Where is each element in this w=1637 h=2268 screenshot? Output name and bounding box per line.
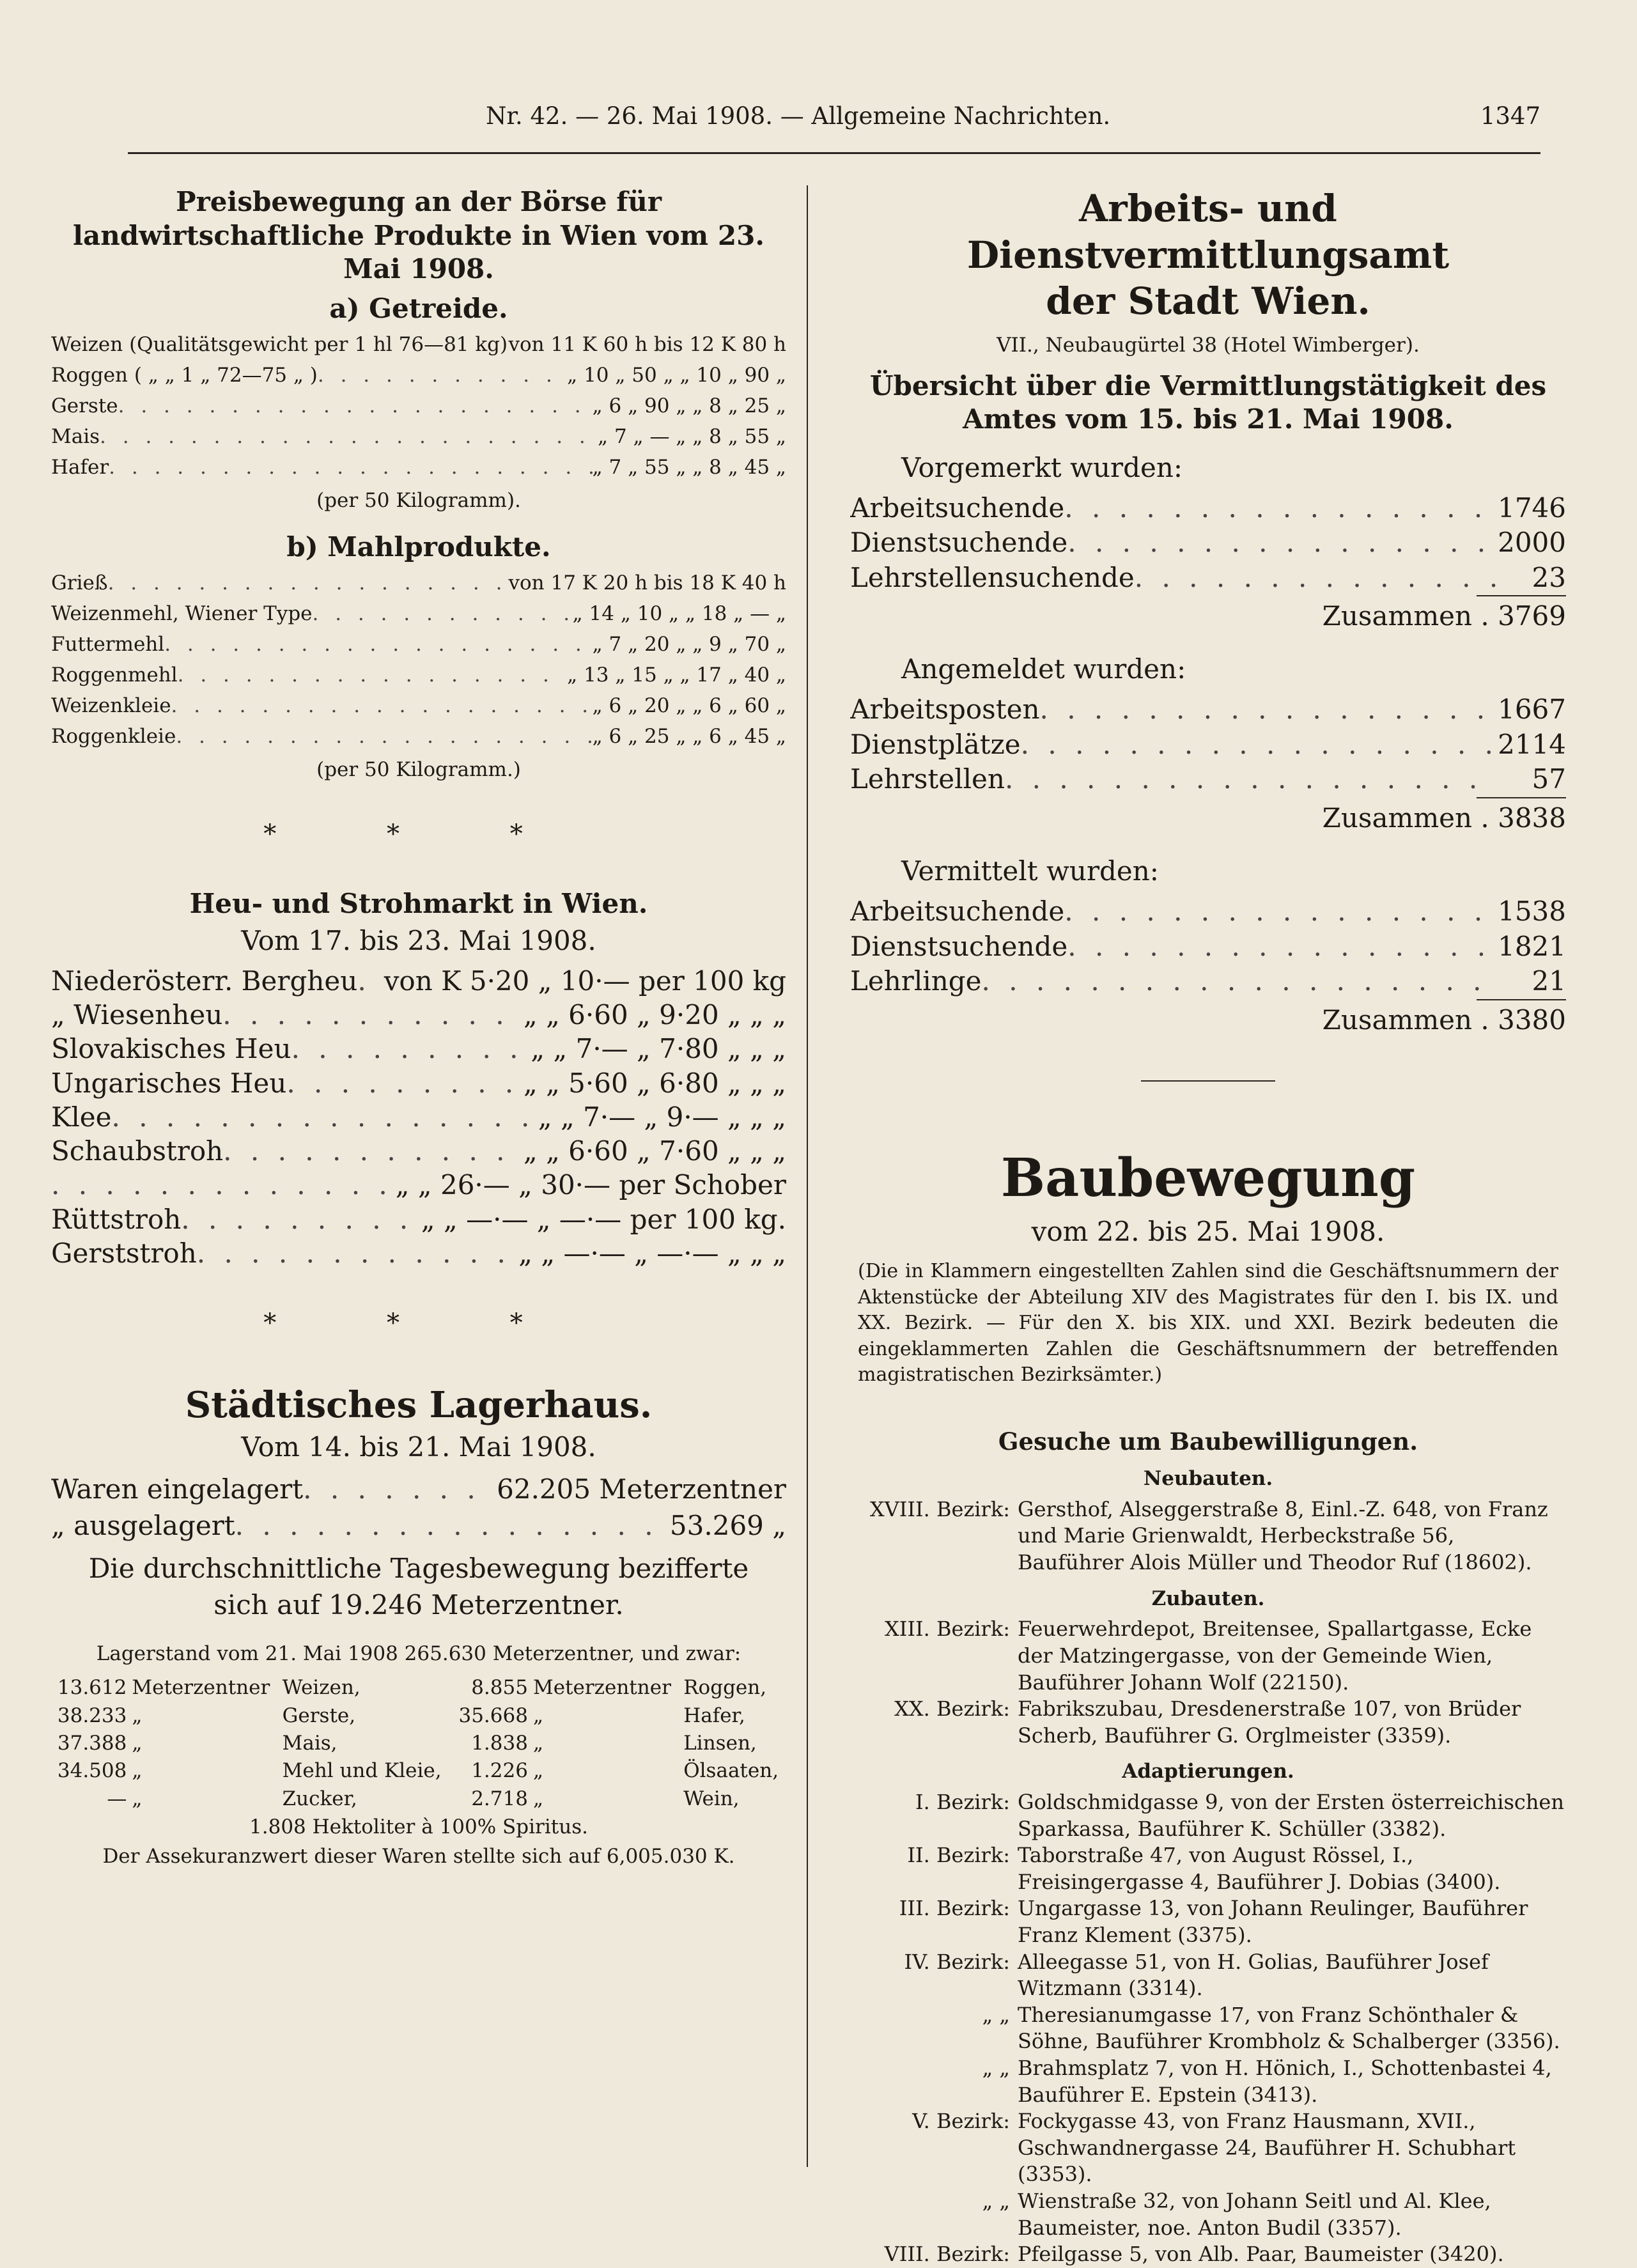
- heu-row: [51, 1236, 786, 1270]
- getreide-row-values: „ 7 „ — „ „ 8 „ 55 „: [598, 424, 786, 448]
- stock-cell: 1.838: [471, 1732, 528, 1755]
- lager-list: [51, 1472, 786, 1544]
- leader-dots: [181, 1202, 421, 1236]
- stock-cell: 13.612: [57, 1676, 127, 1700]
- amt-row: [850, 561, 1566, 596]
- mahl-row: [51, 629, 786, 660]
- mahl-row: [51, 568, 786, 598]
- lager-row-label: Waren eingelagert: [51, 1473, 304, 1505]
- stock-cell: 35.668: [458, 1704, 528, 1727]
- bau-section: [850, 1146, 1566, 2268]
- lager-row-values: 62.205 Meterzentner: [497, 1473, 786, 1505]
- permit-text: Gersthof, Alseggerstraße 8, Einl.-Z. 648, von Franz und Marie Grienwaldt, Herbeckstraße 56, Bauführer Alois Müller und Theodor Ruf (18602).: [1018, 1496, 1548, 1575]
- stock-cell: Weizen,: [282, 1676, 361, 1700]
- amt-subtitle: Übersicht über die Vermittlungstätigkeit des Amtes vom 15. bis 21. Mai 1908.: [869, 369, 1547, 435]
- heu-row-values: „ „ 5·60 „ 6·80 „ „ „: [523, 1067, 786, 1099]
- permit-text: Goldschmidgasse 9, von der Ersten österreichischen Sparkassa, Bauführer K. Schüller (3382).: [1018, 1790, 1564, 1841]
- amt-row-label: Dienstsuchende: [850, 527, 1068, 559]
- amt-row: [850, 894, 1566, 929]
- heu-row: [51, 1100, 786, 1134]
- getreide-row-values: „ 6 „ 90 „ „ 8 „ 25 „: [592, 394, 786, 417]
- permit-text: Pfeilgasse 5, von Alb. Paar, Baumeister (3420).: [1018, 2242, 1504, 2267]
- permit-text: Fockygasse 43, von Franz Hausmann, XVII., Gschwandnergasse 24, Bauführer H. Schubhart (3353).: [1018, 2109, 1516, 2187]
- getreide-row: [51, 329, 786, 360]
- permit-text: Wienstraße 32, von Johann Seitl und Al. Klee, Baumeister, noe. Anton Budil (3357).: [1018, 2189, 1491, 2240]
- mahl-row-values: „ 6 „ 25 „ „ 6 „ 45 „: [592, 724, 786, 748]
- avg-text: Die durchschnittliche Tagesbewegung bezifferte sich auf 19.246 Meterzentner.: [88, 1552, 749, 1620]
- mahl-row-label: Grieß: [51, 571, 108, 594]
- permit-district: V. Bezirk:: [912, 2109, 1010, 2134]
- amt-row: [850, 491, 1566, 526]
- heu-row: [51, 998, 786, 1032]
- getreide-row-values: „ 7 „ 55 „ „ 8 „ 45 „: [592, 455, 786, 479]
- heu-row-values: „ „ 7·— „ 7·80 „ „ „: [531, 1033, 786, 1065]
- leader-dots: [235, 1508, 670, 1544]
- amt-group-heading: Vermittelt wurden:: [901, 855, 1159, 887]
- stock-cell: Linsen,: [683, 1732, 757, 1755]
- heu-row-label: Rüttstroh: [51, 1203, 182, 1235]
- stock-cell: Wein,: [683, 1787, 740, 1810]
- heu-row: [51, 964, 786, 998]
- amt-group-total: Zusammen . 3769: [1322, 600, 1566, 632]
- getreide-heading: a) Getreide.: [329, 292, 508, 324]
- lagerhaus-section: [51, 1383, 786, 1868]
- stock-cell: „: [532, 1787, 544, 1810]
- leader-dots: [197, 1236, 519, 1270]
- stock-cell: —: [107, 1787, 127, 1810]
- amt-row: [850, 525, 1566, 561]
- amt-row-value: 57: [1532, 763, 1566, 795]
- leader-dots: [100, 421, 598, 452]
- mahl-row-values: von 17 K 20 h bis 18 K 40 h: [508, 571, 786, 594]
- mahl-unit: (per 50 Kilogramm.): [316, 758, 521, 782]
- stock-cell: Ölsaaten,: [683, 1759, 779, 1783]
- sum-rule: [1477, 595, 1566, 596]
- bau-sections: [850, 1466, 1566, 2268]
- mahl-row-values: „ 14 „ 10 „ „ 18 „ — „: [572, 602, 786, 625]
- mahl-row-label: Roggenmehl: [51, 663, 178, 687]
- heu-row-values: „ „ 6·60 „ 9·20 „ „ „: [523, 998, 786, 1030]
- lager-row: [51, 1472, 786, 1508]
- amt-row-value: 2000: [1498, 527, 1566, 559]
- heu-row: [51, 1168, 786, 1202]
- amt-group: [850, 452, 1566, 632]
- getreide-row-label: Gerste: [51, 394, 118, 417]
- getreide-list: [51, 329, 786, 483]
- bau-note: (Die in Klammern eingestellten Zahlen sind die Geschäftsnummern der Aktenstücke der Abteilung XIV des Magistrates für den I. bis IX. und XX. Bezirk. — Für den X. bis XIX. und XXI. Bezirk bedeuten die eingeklammerten Zahlen die Geschäftsnummern der betreffenden magistratischen Bezirksämter.): [858, 1260, 1558, 1386]
- heu-row-label: Gerststroh: [51, 1238, 197, 1270]
- leader-dots: [286, 1066, 524, 1100]
- mahl-row-values: „ 7 „ 20 „ „ 9 „ 70 „: [592, 632, 786, 656]
- stock-cell: „: [132, 1704, 143, 1727]
- stock-row: [51, 1730, 786, 1757]
- stock-cell: Hafer,: [683, 1704, 745, 1727]
- mahl-row-label: Weizenmehl, Wiener Type: [51, 602, 313, 625]
- stock-row: [51, 1674, 786, 1702]
- getreide-row: [51, 421, 786, 452]
- leader-dots: [303, 1472, 497, 1508]
- mahl-row: [51, 598, 786, 629]
- lager-row-values: 53.269 „: [669, 1510, 786, 1542]
- section-stars: * * *: [263, 819, 574, 850]
- leader-dots: [171, 690, 593, 721]
- bau-subsection-heading: Neubauten.: [1143, 1467, 1273, 1491]
- stock-row: [51, 1785, 786, 1813]
- permit-district: IV. Bezirk:: [904, 1949, 1010, 1974]
- stock-cell: „: [132, 1732, 143, 1755]
- heu-row-values: „ „ 26·— „ 30·— per Schober: [395, 1169, 786, 1201]
- left-column: [51, 185, 786, 1868]
- lagerhaus-period: Vom 14. bis 21. Mai 1908.: [241, 1431, 596, 1463]
- leader-dots: [118, 391, 593, 421]
- heu-section: [51, 887, 786, 1270]
- section-stars-2: * * *: [263, 1309, 574, 1339]
- stock-cell: 8.855: [471, 1676, 528, 1700]
- heu-row: [51, 1066, 786, 1100]
- permit-entry: [850, 2055, 1566, 2108]
- stock-cell: „: [532, 1732, 544, 1755]
- stock-row: [51, 1757, 786, 1785]
- heu-period: Vom 17. bis 23. Mai 1908.: [241, 924, 596, 956]
- amt-row: [850, 929, 1566, 965]
- amt-row: [850, 964, 1566, 999]
- boerse-title: Preisbewegung an der Börse für landwirtschaftliche Produkte in Wien vom 23. Mai 1908.: [73, 186, 764, 284]
- leader-dots: [291, 1032, 531, 1066]
- amt-row-value: 23: [1532, 561, 1566, 593]
- column-divider: [807, 185, 808, 2167]
- permit-entry: [850, 1895, 1566, 1948]
- leader-dots: [1135, 561, 1496, 596]
- stock-cell: Zucker,: [282, 1787, 357, 1810]
- getreide-unit: (per 50 Kilogramm).: [316, 488, 521, 512]
- heu-row-label: „ Wiesenheu: [51, 998, 223, 1030]
- stock-cell: 2.718: [471, 1787, 528, 1810]
- sum-rule: [1477, 999, 1566, 1000]
- amt-row-value: 21: [1532, 965, 1566, 997]
- bau-title: Baubewegung: [1000, 1147, 1416, 1209]
- getreide-row-values: von 11 K 60 h bis 12 K 80 h: [508, 332, 786, 356]
- permit-district: II. Bezirk:: [907, 1843, 1010, 1868]
- amt-row-value: 2114: [1498, 728, 1566, 760]
- amt-row-label: Dienstplätze: [850, 728, 1021, 760]
- stock-cell: Meterzentner: [532, 1676, 671, 1700]
- heu-row-values: „ „ —·— „ —·— „ „ „: [518, 1238, 786, 1270]
- getreide-row: [51, 391, 786, 421]
- leader-dots: [318, 360, 567, 391]
- stock-cell: 1.226: [471, 1759, 528, 1783]
- leader-dots: [1067, 525, 1496, 561]
- heu-list: [51, 964, 786, 1271]
- lager-row-label: „ ausgelagert: [51, 1510, 235, 1542]
- heu-row-values: „ „ 7·— „ 9·— „ „ „: [538, 1101, 786, 1133]
- sum-rule: [1477, 797, 1566, 798]
- stock-cell: „: [132, 1787, 143, 1810]
- lager-row: [51, 1508, 786, 1544]
- permit-entry: [850, 2241, 1566, 2268]
- stock-cell: „: [532, 1704, 544, 1727]
- getreide-row-label: Weizen (Qualitätsgewicht per 1 hl 76—81 kg): [51, 332, 508, 356]
- stock-cell: „: [132, 1759, 143, 1783]
- stock-cell: Meterzentner: [132, 1676, 270, 1700]
- amt-row-value: 1667: [1498, 694, 1566, 726]
- stock-cell: 34.508: [57, 1759, 127, 1783]
- leader-dots: [313, 598, 573, 629]
- leader-dots: [178, 660, 568, 690]
- getreide-row-label: Hafer: [51, 455, 109, 479]
- leader-dots: [51, 1168, 396, 1202]
- amt-row-label: Dienstsuchende: [850, 930, 1068, 962]
- lagerhaus-title: Städtisches Lagerhaus.: [185, 1384, 653, 1427]
- permit-entry: [850, 2002, 1566, 2055]
- header-rule: [128, 146, 1540, 154]
- permit-entry: [850, 2188, 1566, 2241]
- bau-period: vom 22. bis 25. Mai 1908.: [1031, 1216, 1385, 1248]
- mahl-row: [51, 660, 786, 690]
- mahl-heading: b) Mahlprodukte.: [286, 531, 551, 563]
- leader-dots: [1021, 727, 1496, 763]
- stand-text: Lagerstand vom 21. Mai 1908 265.630 Meterzentner, und zwar:: [96, 1642, 741, 1666]
- stock-table: [51, 1674, 786, 1813]
- amt-row-label: Lehrstellensuchende: [850, 561, 1135, 593]
- mahl-row-label: Weizenkleie: [51, 694, 171, 717]
- permit-district: „ „: [982, 2189, 1010, 2213]
- permit-district: VIII. Bezirk:: [884, 2242, 1010, 2267]
- leader-dots: [223, 1134, 524, 1168]
- heu-row-label: Klee: [51, 1101, 112, 1133]
- permit-district: III. Bezirk:: [899, 1896, 1010, 1921]
- stock-cell: Gerste,: [282, 1704, 356, 1727]
- heu-row: [51, 1032, 786, 1066]
- heu-row-values: „ „ 6·60 „ 7·60 „ „ „: [523, 1135, 786, 1167]
- amt-title-line2: der Stadt Wien.: [1046, 279, 1370, 323]
- stock-cell: „: [532, 1759, 544, 1783]
- mahl-row-values: „ 6 „ 20 „ „ 6 „ 60 „: [592, 694, 786, 717]
- leader-dots: [1040, 692, 1496, 727]
- getreide-row-label: Mais: [51, 424, 100, 448]
- permit-district: „ „: [982, 2002, 1010, 2027]
- amt-row: [850, 762, 1566, 797]
- amt-group-total: Zusammen . 3380: [1322, 1004, 1566, 1036]
- permit-district: XVIII. Bezirk:: [869, 1496, 1010, 1521]
- leader-dots: [109, 452, 592, 483]
- getreide-row: [51, 452, 786, 483]
- permit-text: Brahmsplatz 7, von H. Hönich, I., Schottenbastei 4, Bauführer E. Epstein (3413).: [1018, 2056, 1552, 2107]
- permit-text: Ungargasse 13, von Johann Reulinger, Bauführer Franz Klement (3375).: [1018, 1896, 1528, 1948]
- permit-entry: [850, 1789, 1566, 1842]
- heu-row: [51, 1134, 786, 1168]
- stock-cell: Mehl und Kleie,: [282, 1759, 442, 1783]
- permit-entry: [850, 1842, 1566, 1895]
- leader-dots: [357, 964, 384, 998]
- permit-entry: [850, 1949, 1566, 2002]
- getreide-row-label: Roggen ( „ „ 1 „ 72—75 „ ): [51, 363, 318, 387]
- amt-row-label: Arbeitsuchende: [850, 896, 1065, 928]
- stock-cell: 37.388: [57, 1732, 127, 1755]
- amt-row-value: 1821: [1498, 930, 1566, 962]
- leader-dots: [982, 964, 1496, 999]
- amt-row-label: Arbeitsposten: [850, 694, 1040, 726]
- bau-subsection: [850, 1759, 1566, 2267]
- amt-group-total: Zusammen . 3838: [1322, 802, 1566, 834]
- amt-row-value: 1746: [1498, 492, 1566, 524]
- stock-cell: 38.233: [57, 1704, 127, 1727]
- amt-group: [850, 855, 1566, 1036]
- permit-entry: [850, 2108, 1566, 2188]
- leader-dots: [1064, 491, 1496, 526]
- heu-row: [51, 1202, 786, 1236]
- permit-text: Fabrikszubau, Dresdenerstraße 107, von Brüder Scherb, Bauführer G. Orglmeister (3359).: [1018, 1697, 1521, 1748]
- stock-cell: Roggen,: [683, 1676, 767, 1700]
- spiritus-text: 1.808 Hektoliter à 100% Spiritus.: [249, 1815, 588, 1839]
- permit-text: Feuerwehrdepot, Breitensee, Spallartgasse, Ecke der Matzingergasse, von der Gemeinde Wien, Bauführer Johann Wolf (22150).: [1018, 1617, 1532, 1695]
- heu-row-label: Ungarisches Heu: [51, 1067, 287, 1099]
- amt-row-value: 1538: [1498, 896, 1566, 928]
- section-divider: [1141, 1080, 1275, 1082]
- heu-row-label: Schaubstroh: [51, 1135, 224, 1167]
- permit-entry: [850, 1496, 1566, 1576]
- mahl-row-label: Roggenkleie: [51, 724, 176, 748]
- getreide-row-values: „ 10 „ 50 „ „ 10 „ 90 „: [567, 363, 786, 387]
- leader-dots: [1064, 894, 1496, 929]
- stock-row: [51, 1702, 786, 1730]
- bau-subsection: [850, 1587, 1566, 1750]
- amt-section: [850, 185, 1566, 1036]
- permit-entry: [850, 1616, 1566, 1696]
- leader-dots: [222, 998, 524, 1032]
- heu-row-label: Slovakisches Heu: [51, 1033, 291, 1065]
- amt-row-label: Lehrlinge: [850, 965, 982, 997]
- getreide-row: [51, 360, 786, 391]
- mahl-list: [51, 568, 786, 752]
- permit-district: I. Bezirk:: [915, 1790, 1010, 1815]
- leader-dots: [164, 629, 592, 660]
- amt-row: [850, 727, 1566, 763]
- heu-row-label: Niederösterr. Bergheu: [51, 965, 358, 997]
- amt-group: [850, 653, 1566, 834]
- heu-title: Heu- und Strohmarkt in Wien.: [189, 888, 648, 920]
- permit-district: XIII. Bezirk:: [884, 1617, 1010, 1642]
- permit-district: XX. Bezirk:: [894, 1697, 1010, 1721]
- heu-row-values: „ „ —·— „ —·— per 100 kg.: [421, 1203, 786, 1235]
- page-number: 1347: [1480, 102, 1540, 130]
- gesuche-heading: Gesuche um Baubewilligungen.: [998, 1427, 1418, 1456]
- bau-subsection: [850, 1466, 1566, 1576]
- amt-title-line1: Arbeits- und Dienstvermittlungsamt: [966, 187, 1450, 277]
- permit-text: Theresianumgasse 17, von Franz Schönthaler & Söhne, Bauführer Krombholz & Schalberger (3356).: [1018, 2002, 1560, 2054]
- mahl-row-label: Futtermehl: [51, 632, 165, 656]
- amt-groups: [850, 452, 1566, 1036]
- bau-subsection-heading: Adaptierungen.: [1122, 1760, 1294, 1783]
- leader-dots: [108, 568, 509, 598]
- permit-text: Alleegasse 51, von H. Golias, Bauführer Josef Witzmann (3314).: [1018, 1949, 1489, 2001]
- amt-row-label: Arbeitsuchende: [850, 492, 1065, 524]
- permit-text: Taborstraße 47, von August Rössel, I., Freisingergasse 4, Bauführer J. Dobias (3400).: [1018, 1843, 1501, 1894]
- amt-group-heading: Angemeldet wurden:: [901, 653, 1186, 685]
- permit-entry: [850, 1696, 1566, 1749]
- stock-cell: Mais,: [282, 1732, 337, 1755]
- leader-dots: [176, 721, 592, 752]
- heu-row-values: von K 5·20 „ 10·— per 100 kg: [384, 965, 786, 997]
- running-title: Nr. 42. — 26. Mai 1908. — Allgemeine Nachrichten.: [486, 102, 1111, 130]
- mahl-row: [51, 690, 786, 721]
- leader-dots: [1067, 929, 1496, 965]
- amt-group-heading: Vorgemerkt wurden:: [901, 451, 1183, 483]
- amt-row: [850, 692, 1566, 727]
- assekuranz-text: Der Assekuranzwert dieser Waren stellte sich auf 6,005.030 K.: [102, 1845, 735, 1868]
- leader-dots: [112, 1100, 538, 1134]
- bau-subsection-heading: Zubauten.: [1151, 1587, 1265, 1610]
- permit-district: „ „: [982, 2056, 1010, 2081]
- right-column: [850, 185, 1566, 2268]
- amt-address: VII., Neubaugürtel 38 (Hotel Wimberger).: [997, 333, 1420, 357]
- leader-dots: [1005, 762, 1496, 797]
- mahl-row: [51, 721, 786, 752]
- mahl-row-values: „ 13 „ 15 „ „ 17 „ 40 „: [567, 663, 786, 687]
- amt-row-label: Lehrstellen: [850, 763, 1005, 795]
- boerse-section: [51, 185, 786, 781]
